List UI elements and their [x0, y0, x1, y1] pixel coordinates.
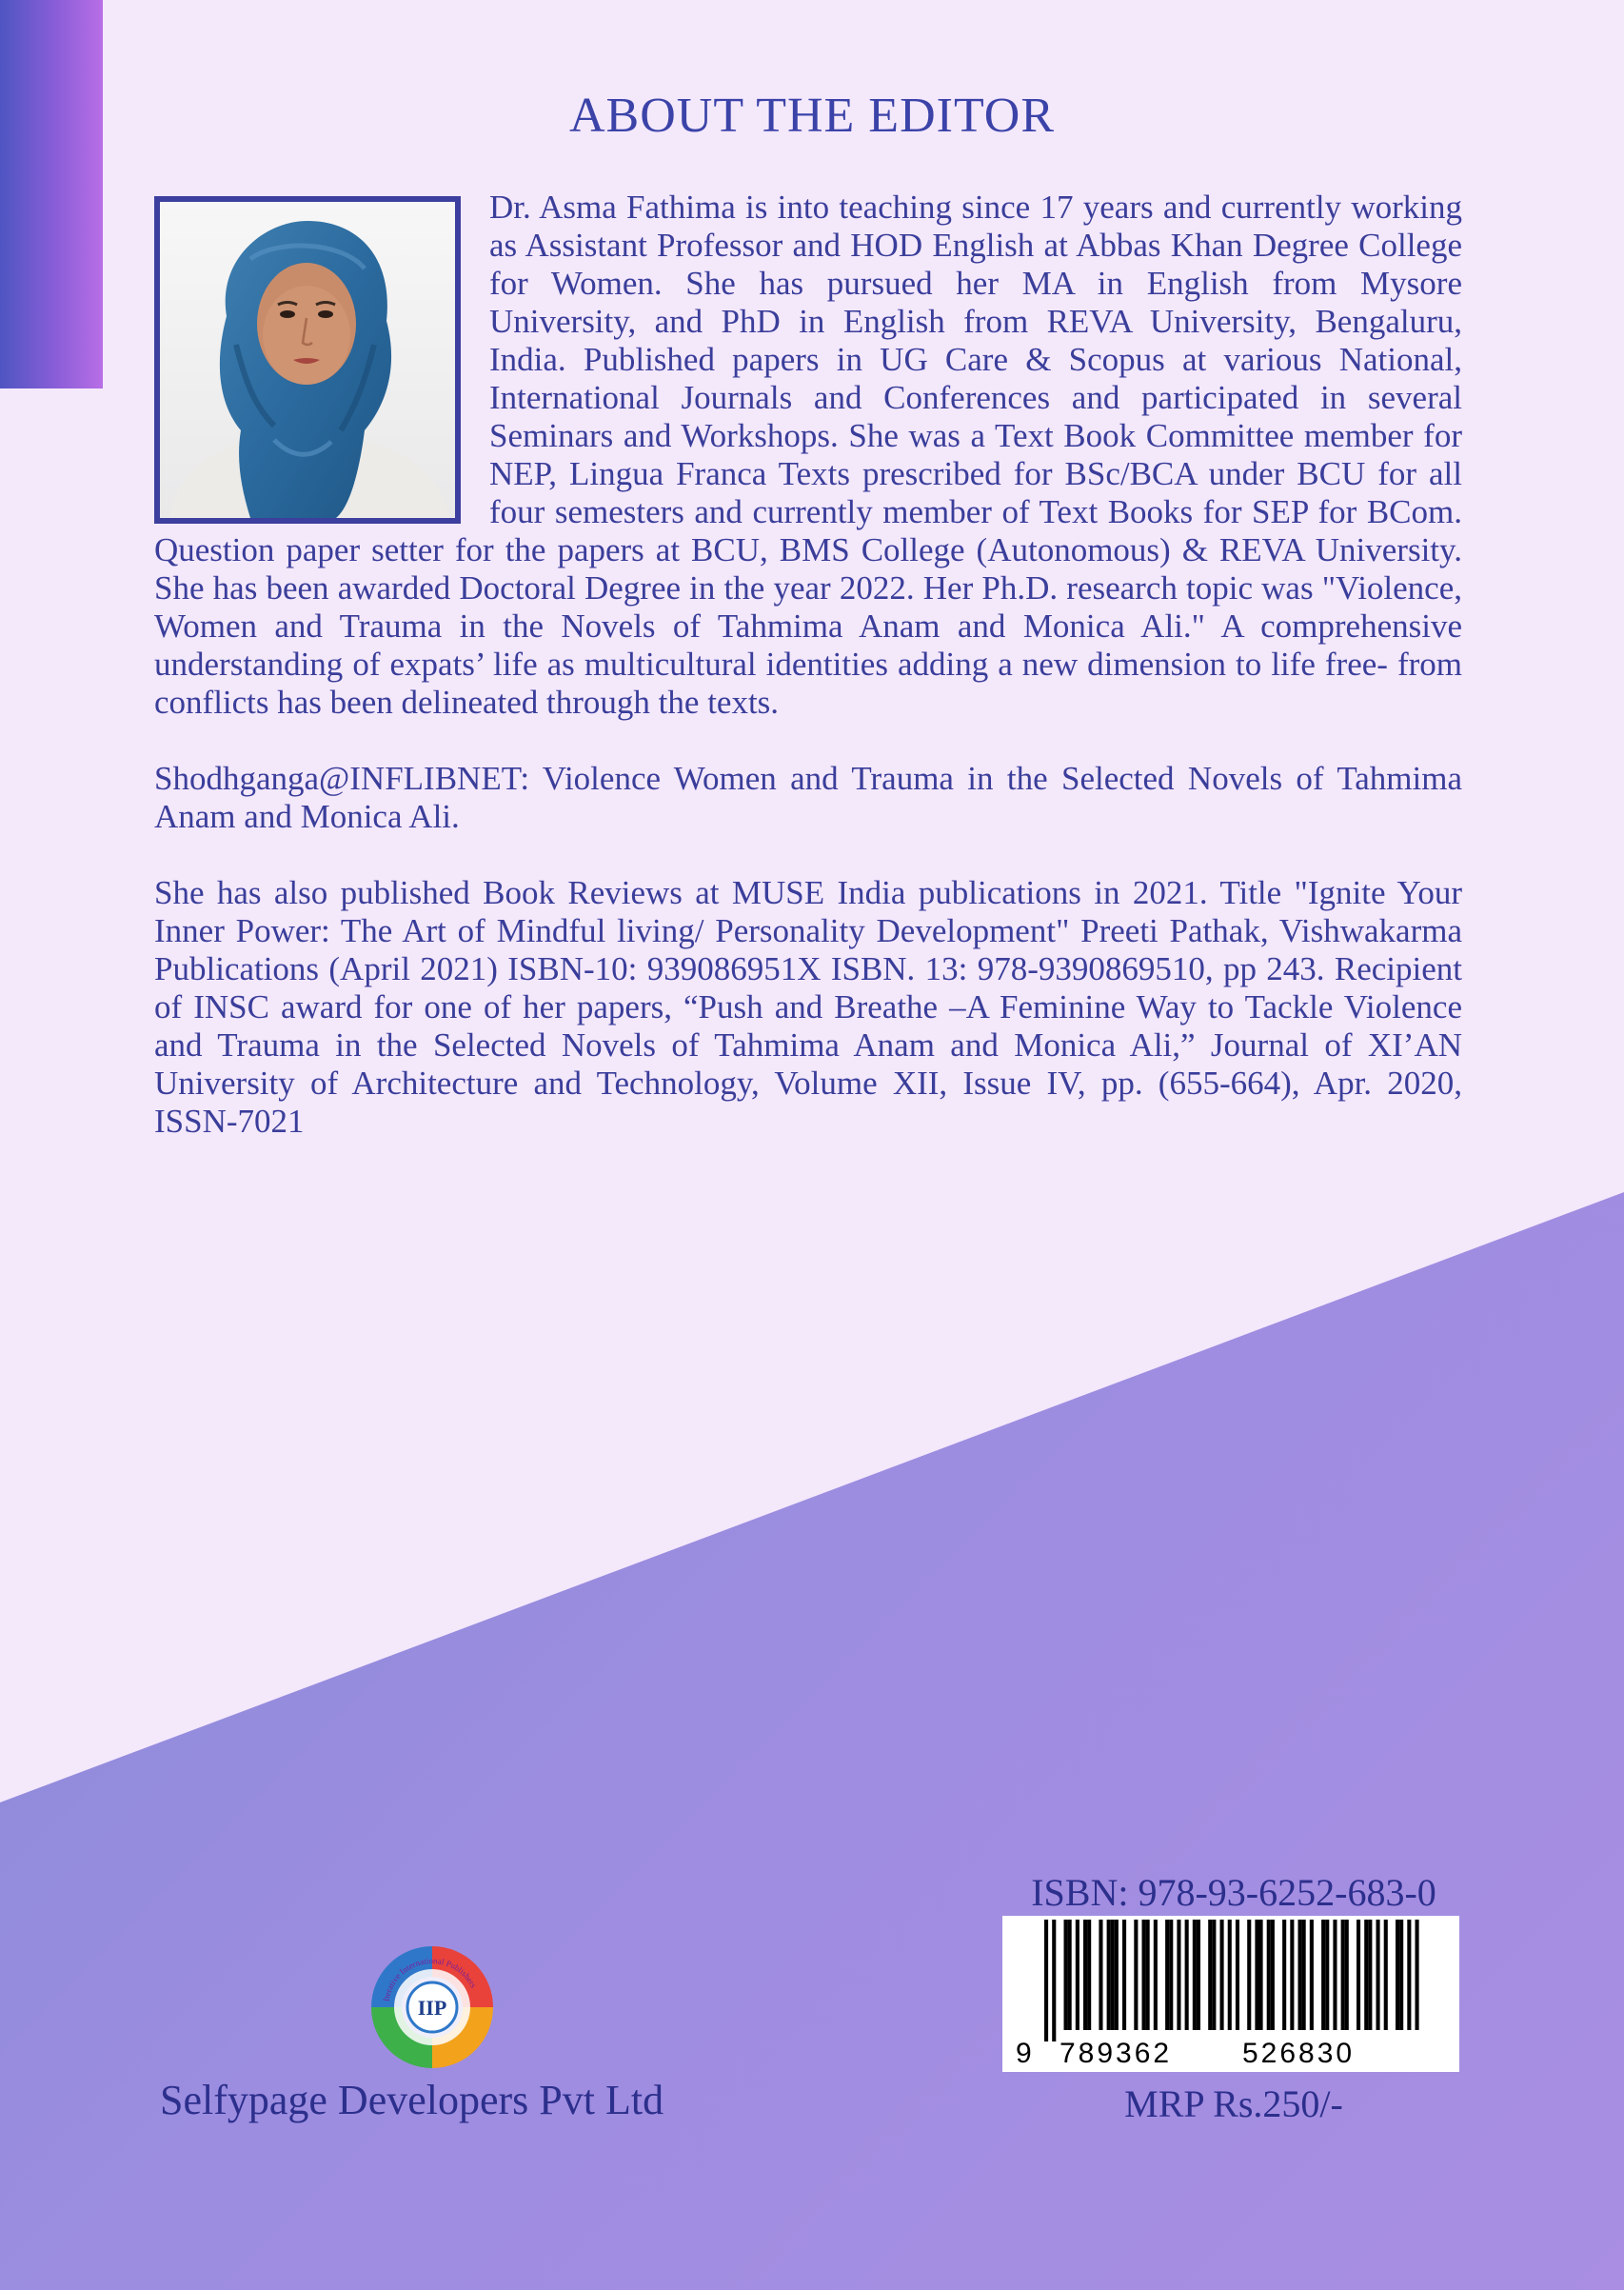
- logo-ring-text: Iterative International Publishers: [381, 1955, 479, 2002]
- barcode-bar: [1076, 1920, 1079, 2030]
- corner-accent-bar: [0, 0, 103, 388]
- barcode-graphic: [1002, 1916, 1459, 2072]
- bio-paragraph-1-text: Dr. Asma Fathima is into teaching since 17 years and currently working as Assistant Professor and HOD English at Abbas Khan Degree College for Women. She has pursued her MA in English from Mysore University, and PhD in English from REVA University, Bengaluru, India. Published papers in UG Care & Scopus at various National, International Journals and Conferences and participated in several Seminars and Workshops. She was a Text Book Committee member for NEP, Lingua Franca Texts prescribed for BSc/BCA under BCU for all four semesters and currently member of Text Books for SEP for BCom. Question paper setter for the papers at BCU, BMS College (Autonomous) & REVA University. She has been awarded Doctoral Degree in the year 2022. Her Ph.D. research topic was "Violence, Women and Trauma in the Novels of Tahmima Anam and Monica Ali." A comprehensive understanding of expats’ life as multicultural identities adding a new dimension to life free- from conflicts has been delineated through the texts.: [154, 189, 1462, 721]
- barcode-bar: [1399, 1920, 1403, 2030]
- barcode-bar: [1407, 1920, 1411, 2030]
- barcode-bar: [1220, 1920, 1224, 2030]
- iip-logo-icon: [367, 1942, 497, 2072]
- barcode-bar: [1064, 1920, 1068, 2030]
- barcode-bar: [1247, 1920, 1251, 2030]
- barcode-bar: [1193, 1920, 1197, 2030]
- publisher-name: Selfypage Developers Pvt Ltd: [160, 2077, 664, 2123]
- barcode-bar: [1333, 1920, 1337, 2030]
- barcode-bar: [1325, 1920, 1329, 2030]
- barcode-bar: [1236, 1920, 1239, 2030]
- barcode-bar: [1228, 1920, 1232, 2030]
- barcode-bar: [1396, 1920, 1399, 2030]
- barcode-bar: [1212, 1920, 1216, 2030]
- barcode-bar: [1267, 1920, 1271, 2030]
- barcode-digits-left: 789362: [1060, 2038, 1173, 2069]
- barcode-bar: [1142, 1920, 1146, 2030]
- barcode-bar: [1376, 1920, 1380, 2030]
- barcode-bar: [1177, 1920, 1180, 2030]
- barcode-bar: [1384, 1920, 1388, 2030]
- barcode-bar: [1044, 1920, 1048, 2041]
- barcode-bar: [1341, 1920, 1345, 2030]
- barcode-bar: [1271, 1920, 1275, 2030]
- barcode-bar: [1282, 1920, 1286, 2030]
- barcode-bar: [1115, 1920, 1119, 2030]
- barcode-bar: [1134, 1920, 1138, 2030]
- barcode-bar: [1099, 1920, 1102, 2030]
- barcode-bar: [1302, 1920, 1306, 2030]
- barcode-bar: [1154, 1920, 1158, 2030]
- editor-bio: [154, 189, 1462, 1141]
- barcode-bar: [1255, 1920, 1258, 2030]
- barcode-bar: [1169, 1920, 1173, 2030]
- barcode-bar: [1068, 1920, 1072, 2030]
- barcode-bar: [1087, 1920, 1091, 2030]
- bio-paragraph-3: She has also published Book Reviews at MUSE India publications in 2021. Title "Ignite Your Inner Power: The Art of Mindful living/ Personality Development" Preeti Pathak, Vishwakarma Publications (April 2021) ISBN-10: 939086951X ISBN. 13: 978-9390869510, pp 243. Recipient of INSC award for one of her papers, “Push and Breathe –A Feminine Way to Tackle Violence and Trauma in the Selected Novels of Tahmima Anam and Monica Ali,” Journal of XI’AN University of Architecture and Technology, Volume XII, Issue IV, pp. (655-664), Apr. 2020, ISSN-7021: [154, 874, 1462, 1140]
- barcode-bar: [1259, 1920, 1263, 2030]
- iip-logo: [367, 1942, 497, 2072]
- barcode-digit-first: 9: [1016, 2038, 1032, 2069]
- barcode-bar: [1146, 1920, 1150, 2030]
- barcode-bar: [1290, 1920, 1294, 2030]
- barcode-bar: [1197, 1920, 1200, 2030]
- barcode-bar: [1107, 1920, 1111, 2030]
- barcode-bar: [1185, 1920, 1189, 2030]
- photo-wrap-spacer: [154, 189, 489, 526]
- price-label: MRP Rs.250/-: [1124, 2082, 1343, 2125]
- isbn-barcode: [1002, 1916, 1459, 2072]
- logo-center-text: IIP: [417, 1996, 447, 2020]
- barcode-bar: [1083, 1920, 1087, 2030]
- bio-paragraph-1: [154, 189, 1462, 722]
- barcode-bar: [1416, 1920, 1419, 2030]
- barcode-bar: [1357, 1920, 1360, 2030]
- barcode-bar: [1165, 1920, 1169, 2030]
- barcode-digits-right: 526830: [1242, 2038, 1356, 2069]
- barcode-bar: [1364, 1920, 1368, 2030]
- barcode-bar: [1052, 1920, 1056, 2041]
- barcode-bar: [1111, 1920, 1115, 2030]
- section-title: ABOUT THE EDITOR: [569, 89, 1055, 143]
- barcode-bar: [1122, 1920, 1126, 2030]
- barcode-bar: [1298, 1920, 1302, 2030]
- barcode-bar: [1321, 1920, 1325, 2030]
- barcode-bar: [1208, 1920, 1212, 2030]
- barcode-bar: [1310, 1920, 1314, 2030]
- barcode-bar: [1368, 1920, 1372, 2030]
- isbn-label: ISBN: 978-93-6252-683-0: [1031, 1871, 1436, 1914]
- bio-paragraph-2: Shodhganga@INFLIBNET: Violence Women and Trauma in the Selected Novels of Tahmima Anam and Monica Ali.: [154, 760, 1462, 835]
- barcode-bar: [1345, 1920, 1349, 2030]
